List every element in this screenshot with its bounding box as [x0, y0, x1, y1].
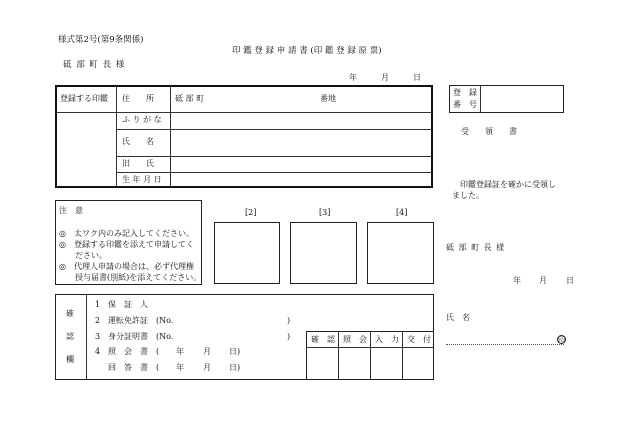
- confirm-row-label: 身分証明書 (No.: [108, 332, 174, 341]
- furigana-label: ふ り が な: [122, 115, 162, 124]
- dob-label: 生 年 月 日: [122, 175, 162, 184]
- confirm-row-label: 運転免許証 (No.: [108, 316, 174, 325]
- name-label: 氏 名: [122, 137, 154, 146]
- notes-item: ださい。: [59, 251, 107, 260]
- reg-number-label-1: 登 録: [453, 88, 477, 97]
- confirm-row-close: ): [287, 332, 291, 341]
- confirm-row-label: 照 会 書 (: [108, 347, 160, 356]
- confirm-row-year: 年: [176, 363, 184, 372]
- confirm-row-num: 3: [95, 332, 101, 341]
- notes-item: ◎ 代理人申請の場合は、必ず代理権: [59, 262, 194, 271]
- seal-box-label-3: [3]: [319, 208, 331, 217]
- confirm-row-num: 2: [95, 316, 101, 325]
- seal-box-3: [290, 222, 357, 284]
- receipt-signature-line: [446, 344, 564, 345]
- receipt-year: 年: [513, 276, 521, 285]
- notes-item: ◎ 登録する印鑑を添えて申請してく: [59, 240, 194, 249]
- receipt-name-label: 氏 名: [446, 313, 470, 322]
- confirm-row-num: 1: [95, 300, 101, 309]
- confirm-row-month: 月: [203, 347, 211, 356]
- notes-item: ◎ 太ワク内のみ記入してください。: [59, 229, 194, 238]
- seal-box-2: [214, 222, 280, 284]
- receipt-title: 受 領 書: [461, 127, 517, 136]
- stamp-header-confirm: 確 認: [311, 335, 335, 344]
- address-label: 住 所: [122, 94, 154, 103]
- confirm-row-num: 4: [95, 347, 101, 356]
- receipt-month: 月: [539, 276, 547, 285]
- receipt-addressee: 砥 部 町 長 様: [446, 243, 506, 252]
- town-name: 砥 部 町: [175, 94, 205, 103]
- receipt-text-2: ました。: [452, 191, 484, 200]
- registrant-label: 登録する印鑑: [60, 94, 108, 103]
- form-title: 印 鑑 登 録 申 請 書 (印 鑑 登 録 原 票): [232, 46, 382, 56]
- receipt-day: 日: [566, 276, 574, 285]
- confirm-row-day: 日): [229, 363, 241, 372]
- banchi-label: 番地: [320, 94, 336, 103]
- confirm-row-day: 日): [229, 347, 241, 356]
- stamp-header-input: 入 力: [375, 335, 399, 344]
- stamp-header-issue: 交 付: [407, 335, 431, 344]
- receipt-text-1: 印鑑登録証を確かに受領し: [460, 180, 556, 189]
- seal-box-label-4: [4]: [396, 208, 408, 217]
- confirm-side-2: 認: [66, 332, 74, 341]
- confirm-row-year: 年: [176, 347, 184, 356]
- former-name-label: 旧 氏: [122, 159, 154, 168]
- confirm-side-3: 欄: [66, 355, 74, 364]
- stamp-header-inquiry: 照 会: [343, 335, 367, 344]
- date-month-label: 月: [381, 73, 389, 82]
- date-year-label: 年: [349, 73, 357, 82]
- confirm-row-label: 保 証 人: [108, 300, 148, 309]
- confirm-row-close: ): [287, 316, 291, 325]
- confirm-row-month: 月: [203, 363, 211, 372]
- seal-mark-icon: 印: [558, 336, 565, 344]
- confirm-side-1: 確: [66, 309, 74, 318]
- addressee: 砥 部 町 長 様: [63, 60, 126, 70]
- date-day-label: 日: [413, 73, 421, 82]
- reg-number-label-2: 番 号: [453, 100, 477, 109]
- seal-box-4: [367, 222, 434, 284]
- confirm-row-label: 回 答 書 (: [108, 363, 160, 372]
- notes-title: 注 意: [59, 206, 83, 215]
- notes-item: 授与届書(別紙)を添えてください。: [59, 273, 202, 282]
- seal-box-label-2: [2]: [245, 208, 257, 217]
- form-number: 様式第2号(第9条関係): [58, 35, 144, 45]
